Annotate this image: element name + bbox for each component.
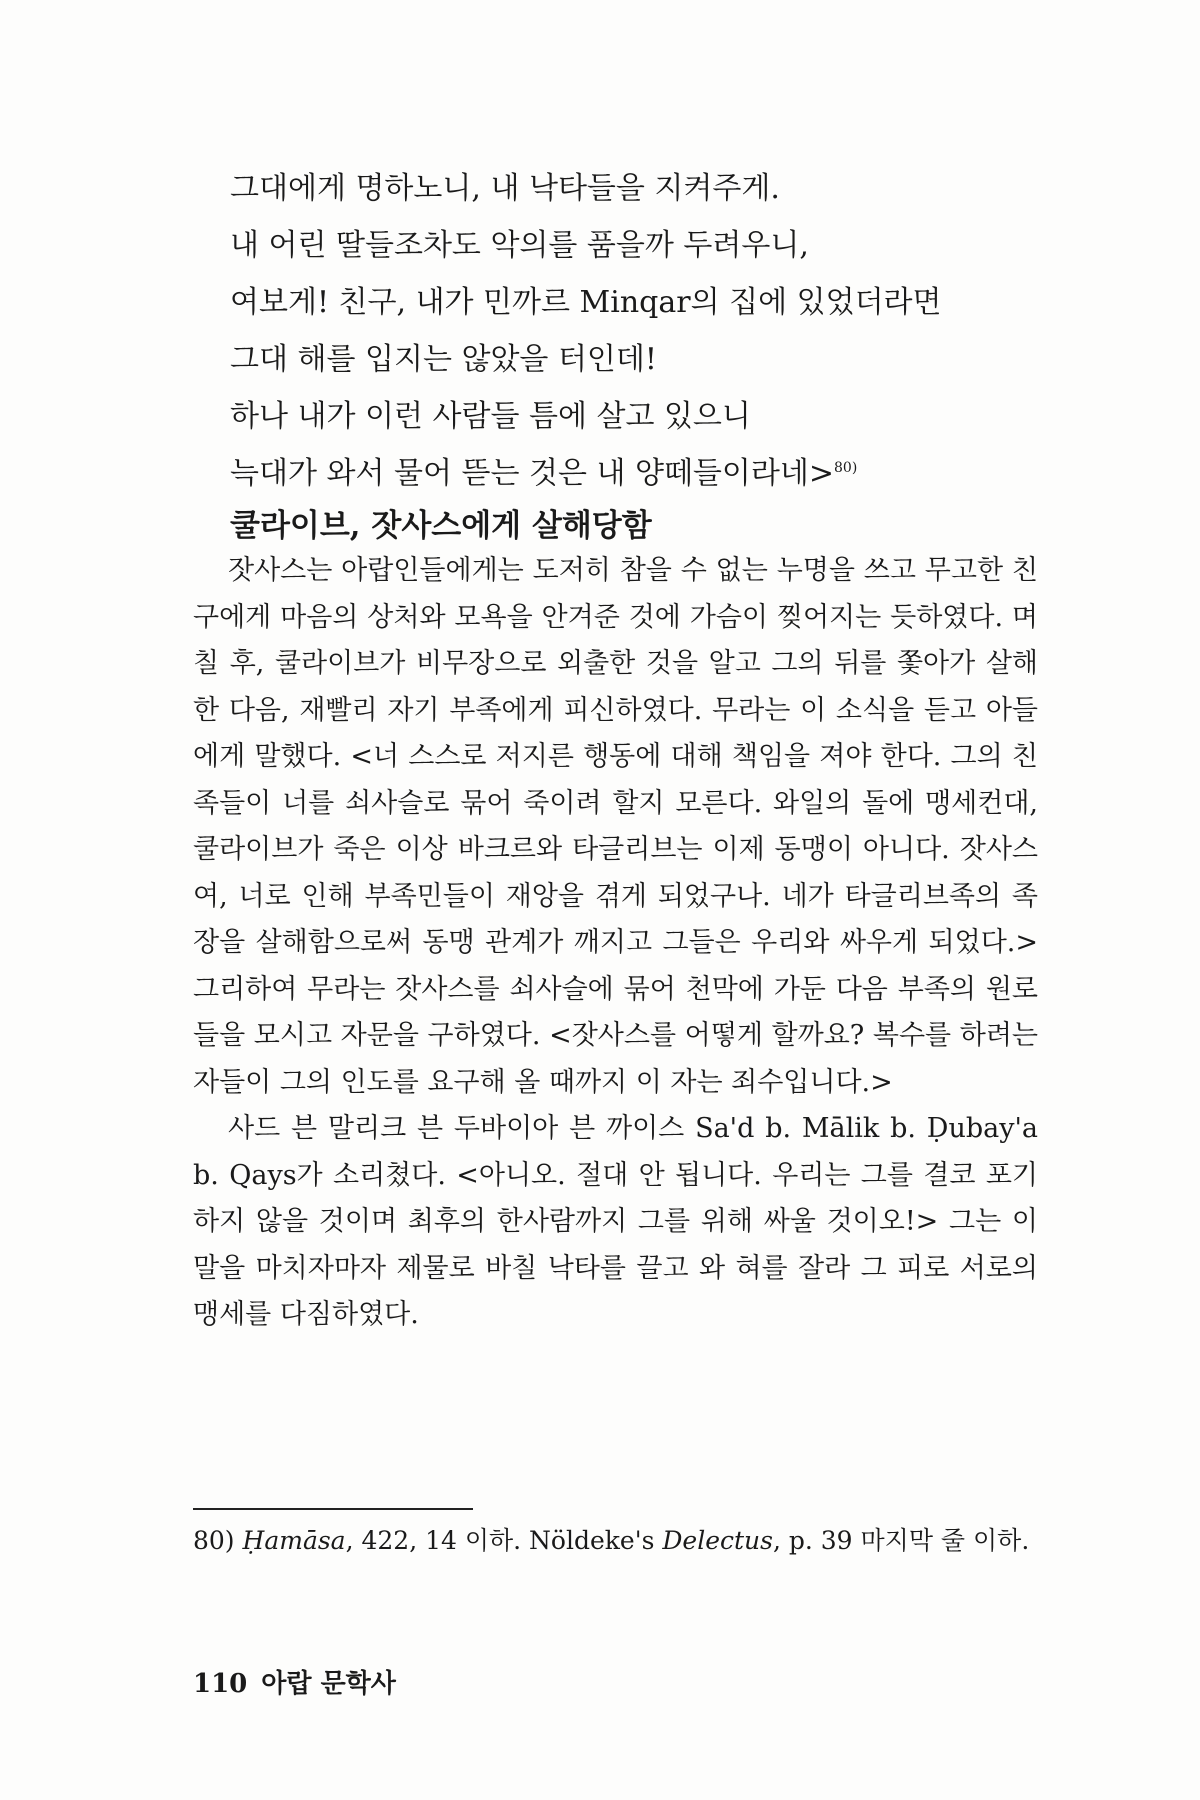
poem-line: 여보게! 친구, 내가 민까르 Minqar의 집에 있었더라면 xyxy=(230,285,942,320)
footnote-tail: , p. 39 마지막 줄 이하. xyxy=(772,1526,1030,1555)
body-text xyxy=(193,548,1038,1339)
poem-line: 그대 해를 입지는 않았을 터인데! xyxy=(230,342,657,377)
poem-line-last xyxy=(230,445,1130,502)
footnote-reference: 80) xyxy=(834,460,858,476)
footnote-source: Ḥamāsa xyxy=(242,1526,346,1555)
poem-line: 그대에게 명하노니, 내 낙타들을 지켜주게. xyxy=(230,171,780,206)
section-heading: 쿨라이브, 잣사스에게 살해당함 xyxy=(230,508,652,544)
poem-line: 하나 내가 이런 사람들 틈에 살고 있으니 xyxy=(230,399,751,434)
footnote-location: , 422, 14 이하. Nöldeke's xyxy=(345,1526,663,1555)
page-footer xyxy=(193,1663,396,1700)
paragraph: 잣사스는 아랍인들에게는 도저히 참을 수 없는 누명을 쓰고 무고한 친구에게 마음의 상처와 모욕을 안겨준 것에 가슴이 찢어지는 듯하였다. 며칠 후, 쿨라이브가 비무장으로 외출한 것을 알고 그의 뒤를 쫓아가 살해한 다음, 재빨리 자기 부족에게 피신하였다. 무라는 이 소식을 듣고 아들에게 말했다. <너 스스로 저지른 행동에 대해 책임을 져야 한다. 그의 친족들이 너를 쇠사슬로 묶어 죽이려 할지 모른다. 와일의 돌에 맹세컨대, 쿨라이브가 죽은 이상 바크르와 타글리브는 이제 동맹이 아니다. 잣사스여, 너로 인해 부족민들이 재앙을 겪게 되었구나. 네가 타글리브족의 족장을 살해함으로써 동맹 관계가 깨지고 그들은 우리와 싸우게 되었다.> 그리하여 무라는 잣사스를 쇠사슬에 묶어 천막에 가둔 다음 부족의 원로들을 모시고 자문을 구하였다. <잣사스를 어떻게 할까요? 복수를 하려는 자들이 그의 인도를 요구해 올 때까지 이 자는 죄수입니다.> xyxy=(193,555,1038,1098)
paragraph: 사드 븐 말리크 븐 두바이아 븐 까이스 Sa'd b. Mālik b. Ḍubay'a b. Qays가 소리쳤다. <아니오. 절대 안 됩니다. 우리는 그를 결코 포기하지 않을 것이며 최후의 한사람까지 그를 위해 싸울 것이오!> 그는 이 말을 마치자마자 제물로 바칠 낙타를 끌고 와 혀를 잘라 그 피로 서로의 맹세를 다짐하였다. xyxy=(193,1113,1038,1330)
footnote-divider xyxy=(193,1508,473,1510)
footnote-number: 80) xyxy=(193,1526,235,1555)
footnote xyxy=(193,1521,1029,1561)
poem-line: 내 어린 딸들조차도 악의를 품을까 두려우니, xyxy=(230,228,809,263)
page-number: 110 xyxy=(193,1669,248,1699)
poem-block xyxy=(230,160,1130,502)
poem-line-text: 늑대가 와서 물어 뜯는 것은 내 양떼들이라네> xyxy=(230,456,834,491)
footnote-work: Delectus xyxy=(662,1526,773,1555)
book-title: 아랍 문학사 xyxy=(261,1669,396,1699)
